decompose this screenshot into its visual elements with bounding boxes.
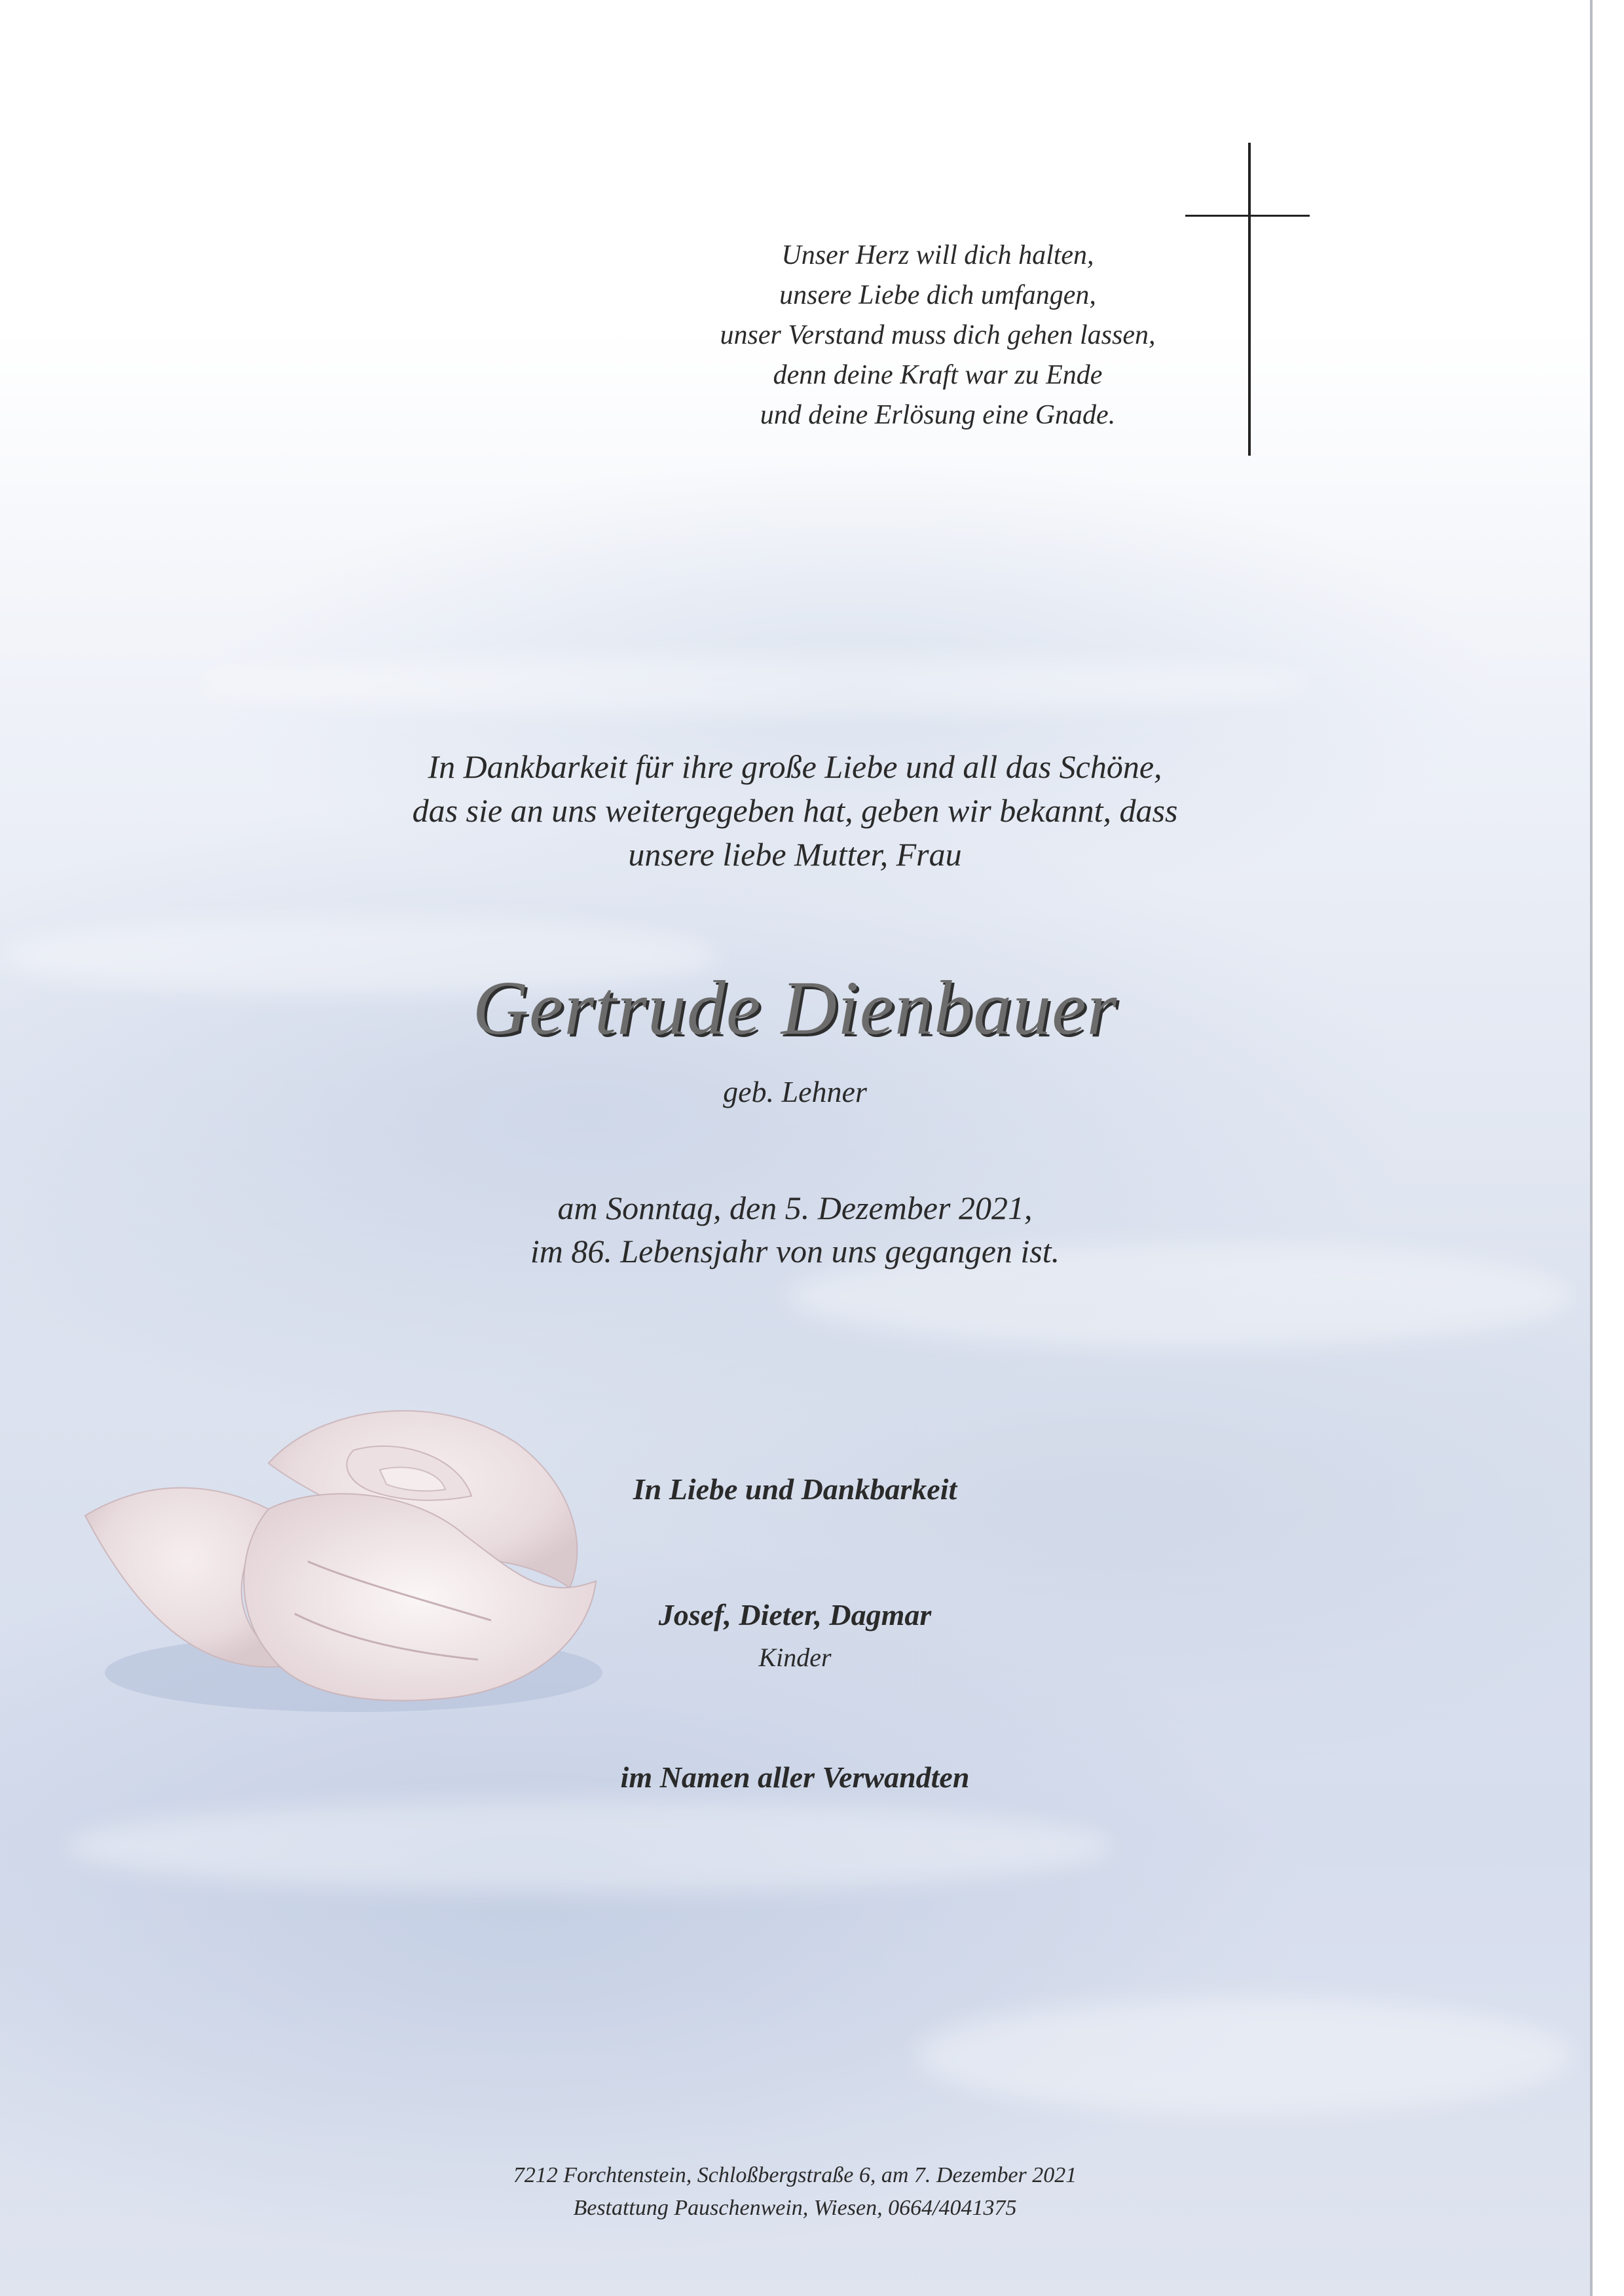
background-wave — [917, 1997, 1572, 2115]
deceased-name: Gertrude Dienbauer — [472, 965, 1118, 1051]
intro-line: das sie an uns weitergegeben hat, geben wir bekannt, dass — [412, 792, 1178, 829]
intro-line: In Dankbarkeit für ihre große Liebe und all das Schöne, — [428, 748, 1162, 785]
intro-line: unsere liebe Mutter, Frau — [628, 836, 962, 873]
footer — [0, 2159, 1590, 2225]
intro-text — [0, 745, 1590, 877]
mourners-names: Josef, Dieter, Dagmar — [658, 1598, 932, 1631]
poem-line: unser Verstand muss dich gehen lassen, — [720, 320, 1156, 350]
background-wave — [196, 655, 1310, 714]
birth-name: geb. Lehner — [723, 1075, 867, 1108]
mourners-relation: Kinder — [758, 1643, 832, 1672]
mourners-heading: In Liebe und Dankbarkeit — [633, 1472, 957, 1506]
poem-line: denn deine Kraft war zu Ende — [773, 360, 1103, 390]
death-line: am Sonntag, den 5. Dezember 2021, — [557, 1190, 1033, 1226]
footer-line: Bestattung Pauschenwein, Wiesen, 0664/4041375 — [573, 2196, 1017, 2220]
poem-line: Unser Herz will dich halten, — [781, 240, 1094, 270]
poem-line: unsere Liebe dich umfangen, — [779, 280, 1096, 310]
death-notice — [0, 1186, 1590, 1273]
poem — [143, 236, 1590, 435]
rose-icon — [72, 1365, 629, 1732]
mourners-closing: im Namen aller Verwandten — [620, 1760, 970, 1794]
poem-line: und deine Erlösung eine Gnade. — [760, 400, 1116, 430]
page-edge — [1590, 0, 1593, 2296]
footer-line: 7212 Forchtenstein, Schloßbergstraße 6, am 7. Dezember 2021 — [513, 2163, 1077, 2187]
background-wave — [65, 1800, 1113, 1892]
death-line: im 86. Lebensjahr von uns gegangen ist. — [530, 1233, 1060, 1269]
